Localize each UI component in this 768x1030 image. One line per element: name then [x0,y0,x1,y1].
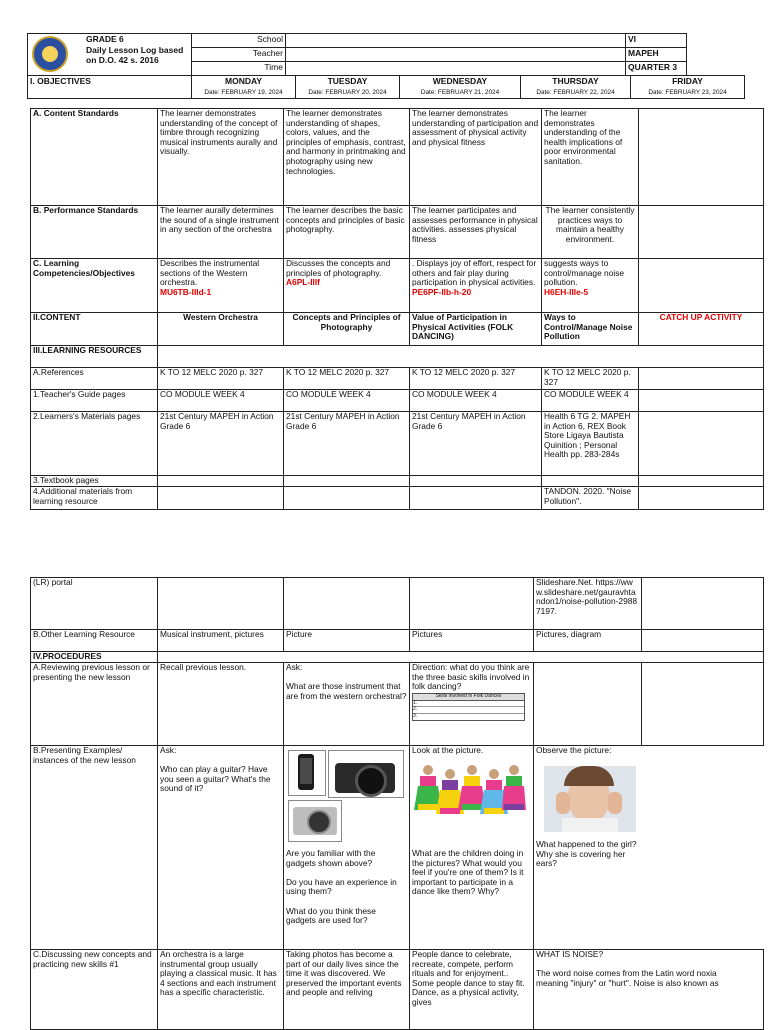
references-thu: K TO 12 MELC 2020 p. 327 [542,368,639,390]
additional-label: 4.Additional materials from learning resource [31,487,158,510]
lr-portal-label: (LR) portal [31,578,158,630]
content-standards-mon: The learner demonstrates understanding of the concept of timbre through recognizing musical instruments aurally and visually. [158,109,284,206]
lm-pages-label: 2.Learners's Materials pages [31,412,158,476]
content-standards-wed: The learner demonstrates understanding of participation and assessment of physical activity and physical fitness [410,109,542,206]
tg-pages-tue: CO MODULE WEEK 4 [284,390,410,412]
references-label: A.References [31,368,158,390]
skills-box-title: Skills involved in Folk Dances [413,694,524,701]
content-mon: Western Orchestra [158,313,284,346]
code-thu: H6EH-IIIe-5 [544,286,589,297]
references-wed: K TO 12 MELC 2020 p. 327 [410,368,542,390]
row-procedures [31,652,764,663]
folk-dancers-image [414,760,526,830]
presenting-tue [284,746,410,950]
presenting-wed-top: Look at the picture. [412,745,484,755]
row-discussing [31,950,764,1030]
code-tue: A6PL-IIIf [286,277,320,288]
content-standards-tue: The learner demonstrates understanding of shapes, colors, values, and the principles of emphasis, contrast, and harmony in printmaking and photography using new technologies. [284,109,410,206]
row-lm-pages [31,412,764,476]
lm-pages-thu: Health 6 TG 2. MAPEH in Action 6, REX Book Store Ligaya Bautista Quinition ; Personal Health pp. 283-284s [542,412,639,476]
skills-box [412,693,525,721]
reviewing-tue: Ask: What are those instrument that are from the western orchestral? [284,663,410,746]
performance-standards-fri [639,206,764,259]
lr-portal-thu: Slideshare.Net. https://www.slideshare.net/gauravhtandon1/noise-pollution-29887197. [534,578,642,630]
presenting-thu [534,746,764,950]
quarter-value[interactable]: QUARTER 3 [626,62,687,85]
other-resources-tue: Picture [284,630,410,652]
day-wednesday: WEDNESDAY Date: FEBRUARY 21, 2024 [400,76,521,99]
presenting-thu-top: Observe the picture: [536,745,612,755]
tg-pages-thu: CO MODULE WEEK 4 [542,390,639,412]
tg-pages-wed: CO MODULE WEEK 4 [410,390,542,412]
discussing-label: C.Discussing new concepts and practicing new skills #1 [31,950,158,1030]
day-tuesday: TUESDAY Date: FEBRUARY 20, 2024 [296,76,400,99]
reviewing-label: A.Reviewing previous lesson or presenting the new lesson [31,663,158,746]
presenting-tue-text: Are you familiar with the gadgets shown above? Do you have an experience in using them? What do you think these gadgets are used for? [286,848,397,926]
performance-standards-wed: The learner participates and assesses performance in physical activities. assesses physical fitness [410,206,542,259]
discussing-tue: Taking photos has become a part of our daily lives since the time it was discovered. We preserved the important events and people and reliving [284,950,410,1030]
row-textbook [31,476,764,487]
competencies-mon: Describes the instrumental sections of the Western orchestra. MU6TB-IIId-1 [158,259,284,313]
reviewing-wed: Direction: what do you think are the three basic skills involved in folk dancing? Skills involved in Folk Dances 1. 2. 3. [410,663,534,746]
competencies-thu: suggests ways to control/manage noise pollution. H6EH-IIIe-5 [542,259,639,313]
presenting-label: B.Presenting Examples/ instances of the new lesson [31,746,158,950]
presenting-thu-text: What happened to the girl? Why she is covering her ears? [536,839,637,869]
content-wed: Value of Participation in Physical Activities (FOLK DANCING) [410,313,542,346]
other-resources-wed: Pictures [410,630,534,652]
discussing-wed: People dance to celebrate, recreate, compete, perform rituals and for enjoyment.. Some people dance to stay fit. Dance, as a physical activity, gives [410,950,534,1030]
references-tue: K TO 12 MELC 2020 p. 327 [284,368,410,390]
school-label: School [192,34,286,48]
reviewing-mon: Recall previous lesson. [158,663,284,746]
time-label: Time [192,62,286,85]
row-content [31,313,764,346]
content-label: II.CONTENT [31,313,158,346]
code-mon: MU6TB-IIId-1 [160,286,212,297]
content-standards-thu: The learner demonstrates understanding of the health implications of poor environmental sanitation. [542,109,639,206]
content-tue: Concepts and Principles of Photography [284,313,410,346]
teacher-label: Teacher [192,48,286,62]
row-lr-portal [31,578,764,630]
learning-resources-label: III.LEARNING RESOURCES [31,346,158,368]
content-thu: Ways to Control/Manage Noise Pollution [542,313,639,346]
grade-value[interactable]: VI [626,34,687,48]
performance-standards-mon: The learner aurally determines the sound of a single instrument in any section of the orchestra [158,206,284,259]
code-wed: PE6PF-IIb-h-20 [412,286,472,297]
row-competencies [31,259,764,313]
skills-box-item-2: 2. [413,707,524,714]
row-other-resources [31,630,764,652]
girl-covering-ears-image [544,766,636,832]
dslr-camera-image [328,750,404,798]
competencies-label: C. Learning Competencies/Objectives [31,259,158,313]
discussing-mon: An orchestra is a large instrumental group usually playing a classical music. It has 4 sections and each instrument has a specific characteristic. [158,950,284,1030]
tg-pages-label: 1.Teacher's Guide pages [31,390,158,412]
subject-value[interactable]: MAPEH [626,48,687,62]
row-learning-resources [31,346,764,368]
procedures-label: IV.PROCEDURES [31,652,158,663]
textbook-label: 3.Textbook pages [31,476,158,487]
days-row [27,75,745,99]
discussing-thu: WHAT IS NOISE? The word noise comes from the Latin word noxia meaning "injury" or "hurt". Noise is also known as [534,950,764,1030]
title-line-2: Daily Lesson Log based [86,44,184,55]
other-resources-label: B.Other Learning Resource [31,630,158,652]
other-resources-thu: Pictures, diagram [534,630,642,652]
title-line-1: GRADE 6 [86,34,124,44]
content-standards-fri [639,109,764,206]
other-resources-mon: Musical instrument, pictures [158,630,284,652]
performance-standards-label: B. Performance Standards [31,206,158,259]
presenting-mon: Ask: Who can play a guitar? Have you seen a guitar? What's the sound of it? [158,746,284,950]
compact-camera-image [288,800,342,842]
objectives-table [30,108,764,510]
school-field[interactable] [286,34,626,48]
tg-pages-mon: CO MODULE WEEK 4 [158,390,284,412]
lm-pages-wed: 21st Century MAPEH in Action Grade 6 [410,412,542,476]
content-standards-label: A. Content Standards [31,109,158,206]
competencies-tue: Discusses the concepts and principles of photography. A6PL-IIIf [284,259,410,313]
lm-pages-tue: 21st Century MAPEH in Action Grade 6 [284,412,410,476]
deped-seal-icon [32,36,68,72]
performance-standards-tue: The learner describes the basic concepts and principles of basic photography. [284,206,410,259]
lm-pages-mon: 21st Century MAPEH in Action Grade 6 [158,412,284,476]
references-mon: K TO 12 MELC 2020 p. 327 [158,368,284,390]
objectives-heading: I. OBJECTIVES [28,76,192,99]
row-presenting [31,746,764,950]
day-monday: MONDAY Date: FEBRUARY 19, 2024 [192,76,296,99]
row-references [31,368,764,390]
row-additional [31,487,764,510]
row-content-standards [31,109,764,206]
title-line-3: on D.O. 42 s. 2016 [86,55,159,65]
teacher-field[interactable] [286,48,626,62]
content-fri: CATCH UP ACTIVITY [639,313,764,346]
additional-thu: TANDON. 2020. "Noise Pollution". [542,487,639,510]
presenting-wed-text: What are the children doing in the pictures? What would you feel if you're one of them? Is it important to participate in a dance like them? Why? [412,848,524,897]
row-reviewing [31,663,764,746]
smartphone-image [288,750,326,796]
skills-box-item-1: 1. [413,701,524,708]
presenting-wed [410,746,534,950]
day-friday: FRIDAY Date: FEBRUARY 23, 2024 [631,76,745,99]
row-performance-standards [31,206,764,259]
row-tg-pages [31,390,764,412]
skills-box-item-3: 3. [413,713,418,720]
performance-standards-thu: The learner consistently practices ways to maintain a healthy environment. [542,206,639,259]
day-thursday: THURSDAY Date: FEBRUARY 22, 2024 [521,76,631,99]
procedures-table [30,577,764,1030]
competencies-fri [639,259,764,313]
competencies-wed: . Displays joy of effort, respect for others and fair play during participation in physical activities. PE6PF-IIb-h-20 [410,259,542,313]
